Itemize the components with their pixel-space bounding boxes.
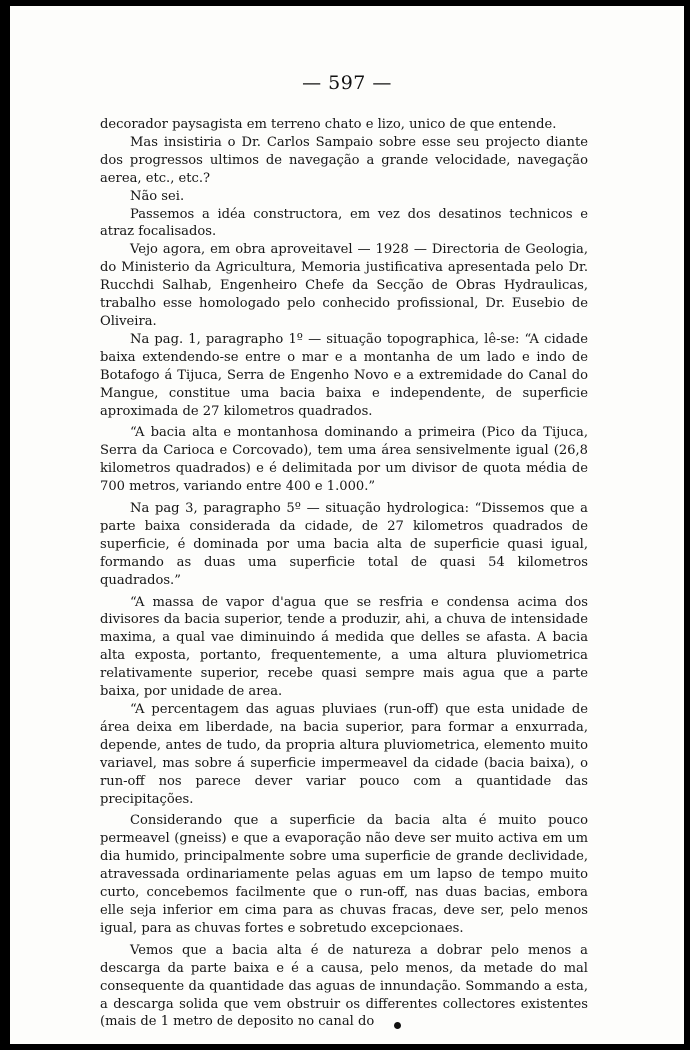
paragraph: “A bacia alta e montanhosa dominando a primeira (Pico da Tijuca, Serra da Carioca e Corcovado), tem uma área sensivelmente igual (26,8 kilometros quadrados) e é delimitada por um divisor de quota média de 700 metros, variando entre 400 e 1.000.” [100, 425, 588, 495]
paragraph: Vejo agora, em obra aproveitavel — 1928 — Directoria de Geologia, do Ministerio da Agricultura, Memoria justificativa apresentada pelo Dr. Rucchdi Salhab, Engenheiro Chefe da Secção de Obras Hydraulicas, trabalho esse homologado pelo conhecido profissional, Dr. Eusebio de Oliveira. [100, 242, 588, 329]
paragraph: “A percentagem das aguas pluviaes (run-off) que esta unidade de área deixa em liberdade, na bacia superior, para formar a enxurrada, depende, antes de tudo, da propria altura pluviometrica, elemento muito variavel, mas sobre á superficie impermeavel da cidade (bacia baixa), o run-off nos parece dever variar pouco com a quantidade das precipitações. [100, 702, 588, 807]
paragraph: Considerando que a superficie da bacia alta é muito pouco permeavel (gneiss) e que a evaporação não deve ser muito activa em um dia humido, principalmente sobre uma superficie de grande declividade, atravessada ordinariamente pelas aguas em um lapso de tempo muito curto, concebemos facilmente que o run-off, nas duas bacias, embora elle seja inferior em cima para as chuvas fracas, deve ser, pelo menos igual, para as chuvas fortes e sobretudo excepcionaes. [100, 813, 588, 936]
paragraph: Na pag 3, paragrapho 5º — situação hydrologica: “Dissemos que a parte baixa considerada da cidade, de 27 kilometros quadrados de superficie, é dominada por uma bacia alta de superficie quasi igual, formando as duas uma superficie total de quasi 54 kilometros quadrados.” [100, 501, 588, 588]
body-text [100, 116, 588, 1031]
document-page [10, 6, 684, 1044]
paragraph: decorador paysagista em terreno chato e lizo, unico de que entende. [100, 117, 557, 132]
paragraph: “A massa de vapor d'agua que se resfria e condensa acima dos divisores da bacia superior, tende a produzir, ahi, a chuva de intensidade maxima, a qual vae diminuindo á medida que delles se afasta. A bacia alta exposta, portanto, frequentemente, a uma altura pluviometrica relativamente superior, recebe quasi sempre mais agua que a parte baixa, por unidade de area. [100, 594, 588, 700]
paragraph: Vemos que a bacia alta é de natureza a dobrar pelo menos a descarga da parte baixa e é a causa, pelo menos, da metade do mal consequente da quantidade das aguas de innundação. Sommando a esta, a descarga solida que vem obstruir os differentes collectores existentes (mais de 1 metro de deposito no canal do [100, 942, 588, 1030]
ink-dot [394, 1022, 401, 1029]
paragraph: Não sei. [130, 188, 185, 204]
paragraph: Passemos a idéa constructora, em vez dos desatinos technicos e atraz focalisados. [100, 206, 588, 240]
paragraph: Na pag. 1, paragrapho 1º — situação topographica, lê-se: “A cidade baixa extendendo-se entre o mar e a montanha de um lado e indo de Botafogo á Tijuca, Serra de Engenho Novo e a extremidade do Canal do Mangue, constitue uma bacia baixa e independente, de superficie aproximada de 27 kilometros quadrados. [100, 331, 588, 419]
page-number: — 597 — [302, 72, 392, 94]
paragraph: Mas insistiria o Dr. Carlos Sampaio sobre esse seu projecto diante dos progressos ultimos de navegação a grande velocidade, navegação aerea, etc., etc.? [100, 134, 588, 186]
